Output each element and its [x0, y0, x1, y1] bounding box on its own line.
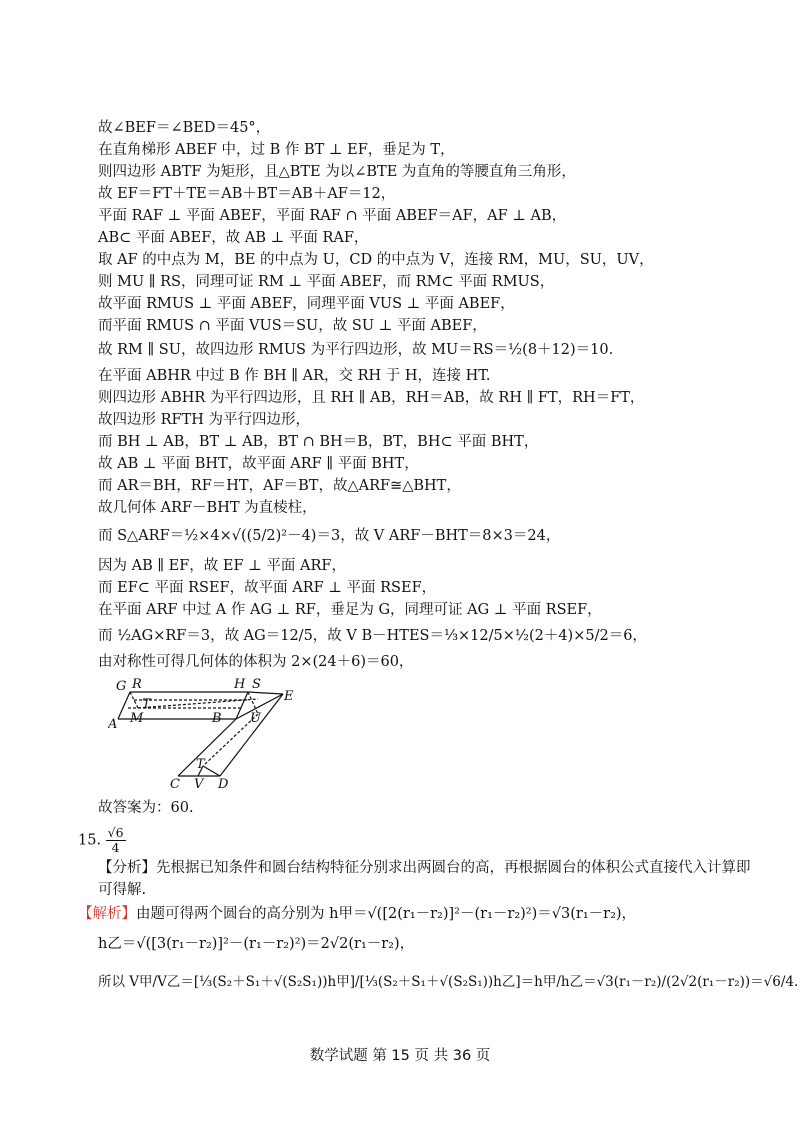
text-line: 而 BH ⊥ AB，BT ⊥ AB，BT ∩ BH＝B，BT，BH⊂ 平面 BHT， [98, 434, 539, 450]
text-line: 则四边形 ABHR 为平行四边形，且 RH ∥ AB，RH＝AB，故 RH ∥ FT，RH＝FT， [98, 390, 645, 406]
label-e: E [284, 689, 294, 704]
text-line: 故∠BEF＝∠BED＝45°， [98, 120, 271, 136]
text-line: 则四边形 ABTF 为矩形，且△BTE 为以∠BTE 为直角的等腰直角三角形， [98, 164, 576, 180]
label-m: M [130, 711, 144, 726]
label-c: C [170, 777, 180, 792]
text-line: 取 AF 的中点为 M，BE 的中点为 U，CD 的中点为 V，连接 RM，MU，SU，UV， [98, 252, 654, 268]
page-footer: 数学试题 第 15 页 共 36 页 [309, 1048, 491, 1064]
label-d: D [218, 777, 229, 792]
text-line: 而 EF⊂ 平面 RSEF，故平面 ARF ⊥ 平面 RSEF， [98, 580, 437, 596]
solution-line: 【解析】由题可得两个圆台的高分别为 h甲＝√([2(r₁－r₂)]²－(r₁－r₂)²)＝√3(r₁－r₂)， [78, 906, 637, 922]
text-line: 而 AR＝BH，RF＝HT，AF＝BT，故△ARF≅△BHT， [98, 478, 461, 494]
text-line: AB⊂ 平面 ABEF，故 AB ⊥ 平面 RAF， [98, 230, 369, 246]
text-line: 故几何体 ARF－BHT 为直棱柱， [98, 500, 317, 516]
label-g: G [116, 679, 127, 694]
text-line: 在直角梯形 ABEF 中，过 B 作 BT ⊥ EF，垂足为 T， [98, 142, 455, 158]
text-line: 故 EF＝FT＋TE＝AB＋BT＝AB＋AF＝12， [98, 186, 396, 202]
label-u: U [250, 711, 261, 726]
text-line: 由对称性可得几何体的体积为 2×(24＋6)＝60， [98, 654, 414, 670]
text-line: 而平面 RMUS ∩ 平面 VUS＝SU，故 SU ⊥ 平面 ABEF， [98, 318, 487, 334]
text-line: 而 S△ARF＝½×4×√((5/2)²－4)＝3，故 V ARF－BHT＝8×3＝24， [98, 528, 561, 544]
analysis-line: 可得解. [98, 882, 147, 898]
text-line: 因为 AB ∥ EF，故 EF ⊥ 平面 ARF， [98, 558, 346, 574]
text-line: 故 AB ⊥ 平面 BHT，故平面 ARF ∥ 平面 BHT， [98, 456, 419, 472]
solution-tag: 【解析】 [78, 906, 136, 922]
label-v: V [194, 777, 204, 792]
label-t2: T [196, 757, 205, 772]
text-line: 则 MU ∥ RS，同理可证 RM ⊥ 平面 ABEF，而 RM⊂ 平面 RMUS， [98, 274, 555, 290]
solution-line: h乙＝√([3(r₁－r₂)]²－(r₁－r₂)²)＝2√2(r₁－r₂)， [98, 936, 415, 952]
text-line: 故四边形 RFTH 为平行四边形， [98, 412, 311, 428]
text-line: 故答案为：60. [98, 800, 194, 816]
label-t1: T [142, 697, 151, 712]
label-b: B [212, 711, 222, 726]
text-line: 在平面 ABHR 中过 B 作 BH ∥ AR，交 RH 于 H，连接 HT. [98, 368, 491, 384]
text-line: 故 RM ∥ SU，故四边形 RMUS 为平行四边形，故 MU＝RS＝½(8＋12)＝10. [98, 342, 614, 358]
analysis-line: 【分析】先根据已知条件和圆台结构特征分别求出两圆台的高，再根据圆台的体积公式直接代入计算即 [98, 860, 751, 876]
text-line: 在平面 ARF 中过 A 作 AG ⊥ RF，垂足为 G，同理可证 AG ⊥ 平面 RSEF， [98, 602, 602, 618]
label-a: A [108, 717, 118, 732]
text-line: 平面 RAF ⊥ 平面 ABEF，平面 RAF ∩ 平面 ABEF＝AF，AF ⊥ AB， [98, 208, 567, 224]
text-line: 故平面 RMUS ⊥ 平面 ABEF，同理平面 VUS ⊥ 平面 ABEF， [98, 296, 515, 312]
text-line: 而 ½AG×RF＝3，故 AG＝12/5，故 V B－HTES＝⅓×12/5×½(2＋4)×5/2＝6， [98, 628, 647, 644]
solution-line: 所以 V甲/V乙＝[⅓(S₂＋S₁＋√(S₂S₁))h甲]/[⅓(S₂＋S₁＋√(S₂S₁))h乙]＝h甲/h乙＝√3(r₁－r₂)/(2√2(r₁－r₂))＝√6/4. [98, 974, 799, 990]
label-s: S [252, 677, 261, 692]
label-r: R [132, 677, 142, 692]
geometry-figure [108, 674, 308, 794]
answer-fraction: $\frac{√6}{4}$ [107, 825, 124, 855]
label-h: H [234, 677, 246, 692]
question-number: 15. $\frac{√6}{4}$ [78, 825, 124, 855]
